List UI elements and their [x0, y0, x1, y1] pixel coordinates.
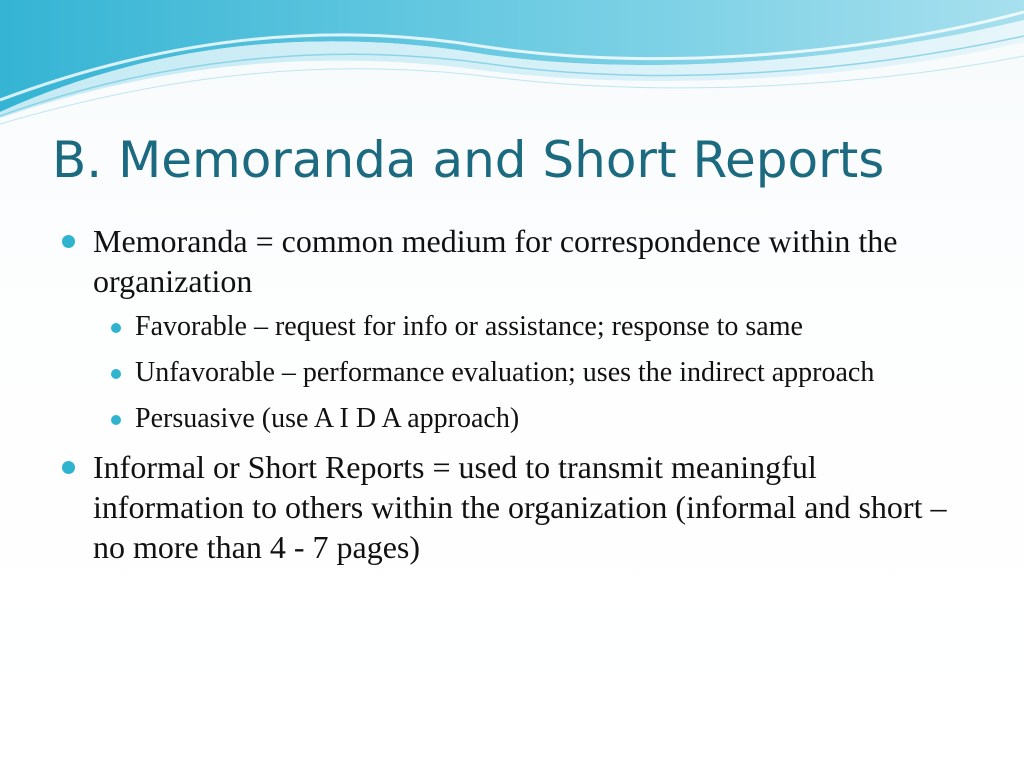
- sub-bullet-item-persuasive: [111, 401, 967, 437]
- bullet-item-short-reports: [62, 447, 967, 567]
- slide-title: B. Memoranda and Short Reports: [52, 131, 885, 189]
- sub-bullet-dot-icon: [111, 323, 121, 333]
- sub-bullet-text: Persuasive (use A I D A approach): [135, 403, 520, 434]
- sub-bullet-dot-icon: [111, 369, 121, 379]
- sub-bullet-item-favorable: [111, 309, 967, 345]
- bullet-dot-icon: [62, 235, 75, 248]
- sub-bullet-text: Unfavorable – performance evaluation; uses the indirect approach: [135, 357, 875, 388]
- bullet-dot-icon: [62, 461, 75, 474]
- bullet-text: Informal or Short Reports = used to transmit meaningful information to others within the organization (informal and short – no more than 4 - 7 pages): [93, 449, 947, 565]
- sub-bullet-item-unfavorable: [111, 355, 967, 391]
- bullet-list: [62, 221, 967, 567]
- sub-bullet-dot-icon: [111, 415, 121, 425]
- sub-bullet-text: Favorable – request for info or assistance; response to same: [135, 311, 803, 342]
- bullet-text: Memoranda = common medium for correspondence within the organization: [93, 223, 898, 299]
- sub-bullet-list: [111, 309, 967, 437]
- bullet-item-memoranda: [62, 221, 967, 437]
- wave-header-graphic: [0, 0, 1024, 130]
- slide-body: [62, 221, 967, 575]
